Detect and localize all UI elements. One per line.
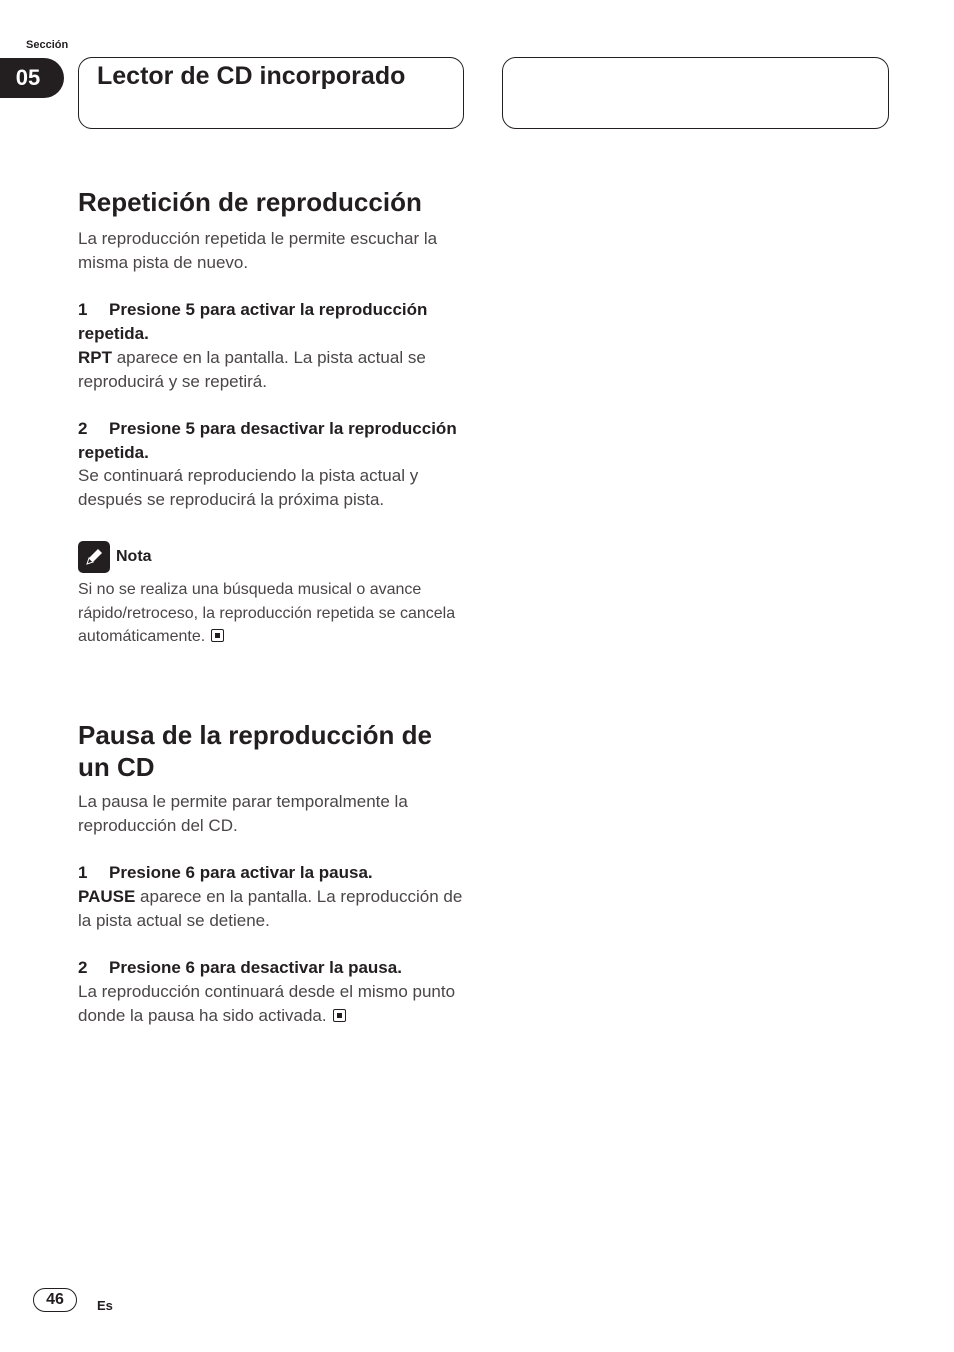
pause-intro: La pausa le permite parar temporalmente la reproducción del CD. xyxy=(78,792,408,835)
language-code: Es xyxy=(97,1298,113,1313)
repeat-step-2 xyxy=(78,417,463,465)
repeat-intro: La reproducción repetida le permite escuchar la misma pista de nuevo. xyxy=(78,229,438,272)
pause-heading: Pausa de la reproducción de un CD xyxy=(78,720,432,782)
step-text: Presione 6 para desactivar la pausa. xyxy=(109,958,402,977)
step-number: 1 xyxy=(78,863,88,882)
step-desc: aparece en la pantalla. La reproducción de la pista actual se detiene. xyxy=(78,887,463,930)
repeat-step-1 xyxy=(78,298,463,346)
page-number: 46 xyxy=(33,1288,77,1312)
page-title: Lector de CD incorporado xyxy=(97,62,406,90)
section-label: Sección xyxy=(26,39,69,51)
repeat-step-2-desc: Se continuará reproduciendo la pista actual y después se reproducirá la próxima pista. xyxy=(78,466,419,509)
display-term-pause: PAUSE xyxy=(78,887,136,906)
repeat-heading: Repetición de reproducción xyxy=(78,187,422,217)
step-text: Presione 5 para activar la reproducción repetida. xyxy=(78,300,428,343)
pause-step-2-desc xyxy=(78,980,458,1028)
step-desc: La reproducción continuará desde el mismo punto donde la pausa ha sido activada. xyxy=(78,982,456,1025)
step-number: 2 xyxy=(78,419,88,438)
repeat-step-1-desc xyxy=(78,346,463,394)
step-text: Presione 6 para activar la pausa. xyxy=(109,863,373,882)
step-text: Presione 5 para desactivar la reproducción repetida. xyxy=(78,419,457,462)
note-label: Nota xyxy=(116,548,152,565)
note-text xyxy=(78,578,458,649)
step-number: 2 xyxy=(78,958,88,977)
display-term-rpt: RPT xyxy=(78,348,112,367)
pause-step-2 xyxy=(78,956,463,980)
note-body: Si no se realiza una búsqueda musical o avance rápido/retroceso, la reproducción repetida se cancela automáticamente. xyxy=(78,581,456,645)
step-number: 1 xyxy=(78,300,88,319)
end-mark-icon xyxy=(211,629,224,642)
empty-header-box xyxy=(502,57,889,129)
pencil-icon xyxy=(78,541,110,573)
section-number-tab: 05 xyxy=(0,58,64,98)
note-header xyxy=(78,541,152,573)
pause-step-1 xyxy=(78,861,463,885)
step-desc: aparece en la pantalla. La pista actual se reproducirá y se repetirá. xyxy=(78,348,426,391)
end-mark-icon xyxy=(333,1009,346,1022)
pause-step-1-desc xyxy=(78,885,463,933)
